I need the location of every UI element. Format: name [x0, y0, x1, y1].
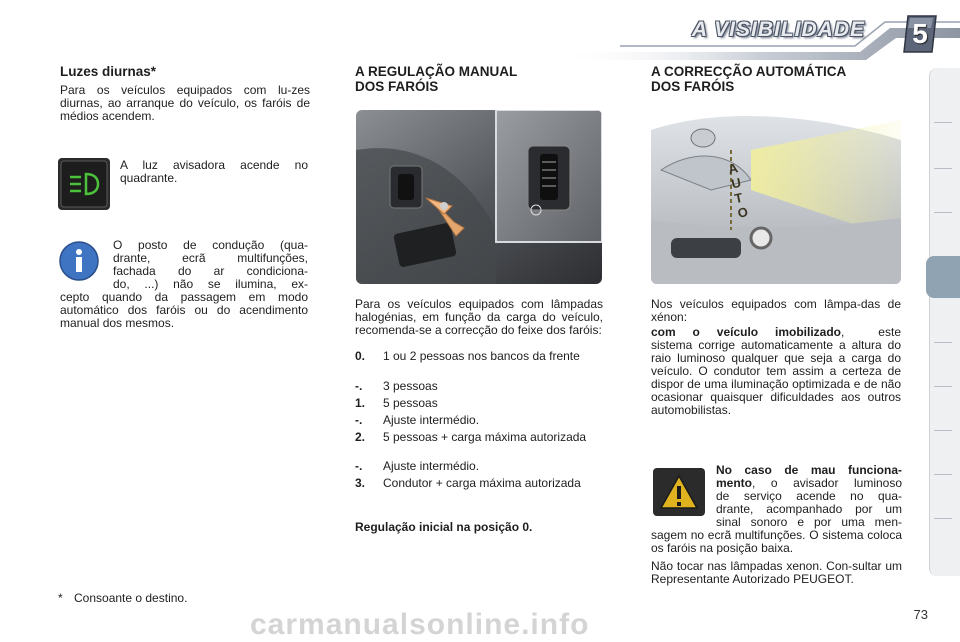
daytime-lights-intro: Para os veículos equipados com lu-zes diurnas, ao arranque do veículo, os faróis de médios acendem. [60, 83, 310, 123]
load-item [355, 380, 605, 394]
headlamp-warning-light-icon [58, 158, 110, 210]
malfunction-line: sinal sonoro e por uma men- [716, 515, 902, 529]
load-item-text: 5 pessoas + carga máxima autorizada [383, 430, 587, 444]
manual-adjust-title-line: A REGULAÇÃO MANUAL [355, 64, 518, 79]
tab-divider [934, 386, 952, 387]
auto-correction-title-line: DOS FARÓIS [651, 79, 735, 94]
load-item [355, 414, 605, 428]
warning-light-note: A luz avisadora acende no quadrante. [120, 158, 308, 185]
headlamp-adjuster-photo [356, 110, 602, 284]
info-line: do, ...) não se ilumina, ex- [113, 277, 308, 291]
info-line: O posto de condução (qua- [113, 238, 308, 252]
load-item [355, 460, 605, 474]
chapter-badge [902, 14, 938, 54]
info-text-continued: cepto quando da passagem em modo automático dos faróis ou do acendimento manual dos mesmos. [60, 290, 308, 330]
load-item-number: -. [355, 413, 363, 427]
auto-correction-text: , este sistema corrige automaticamente a altura do raio luminoso qualquer que seja a carga do veículo. O condutor tem assim a certeza de dispor de uma iluminação optimizada e de não ocasionar quaisquer dificuldades aos outros automobilistas. [651, 325, 901, 417]
load-item-text: Ajuste intermédio. [383, 459, 480, 473]
load-item [355, 397, 605, 411]
tab-divider [934, 168, 952, 169]
load-item-number: 0. [355, 349, 366, 363]
auto-label: AUTO [726, 160, 750, 221]
load-item-number: 3. [355, 476, 366, 490]
load-item-number: 2. [355, 430, 366, 444]
malfunction-bold-word: mento [716, 476, 752, 490]
info-line: drante, ecrã multifunções, [113, 251, 308, 265]
load-item-text: 3 pessoas [383, 379, 438, 393]
load-item-number: -. [355, 379, 363, 393]
footnote: Consoante o destino. [74, 591, 188, 605]
page-number: 73 [913, 607, 928, 622]
tab-divider [934, 122, 952, 123]
load-item [355, 477, 605, 505]
load-item [355, 350, 605, 378]
footnote-mark: * [58, 591, 63, 605]
active-chapter-tab[interactable] [926, 256, 960, 298]
manual-adjust-title-line: DOS FARÓIS [355, 79, 439, 94]
auto-correction-body [651, 326, 901, 417]
chapter-title: A VISIBILIDADE [691, 18, 865, 41]
load-item-number: -. [355, 459, 363, 473]
info-line: fachada do ar condiciona- [113, 264, 308, 278]
tab-divider [934, 474, 952, 475]
xenon-caution: Não tocar nas lâmpadas xenon. Con-sultar um Representante Autorizado PEUGEOT. [651, 559, 902, 586]
auto-correction-title-line: A CORRECÇÃO AUTOMÁTICA [651, 64, 847, 79]
tab-divider [934, 212, 952, 213]
load-item-text: 5 pessoas [383, 396, 438, 410]
manual-adjust-intro: Para os veículos equipados com lâmpadas halogénias, em função da carga do veículo, recomenda-se a correcção do feixe dos faróis: [355, 297, 603, 337]
sidebar-tabs [929, 68, 960, 576]
car-front-photo [651, 110, 901, 284]
malfunction-text: , o avisador luminoso [752, 476, 902, 490]
auto-correction-lead: com o veículo imobilizado [651, 325, 841, 339]
chapter-number: 5 [912, 18, 928, 49]
load-item [355, 431, 605, 459]
load-item-text: 1 ou 2 pessoas nos bancos da frente [383, 349, 580, 363]
auto-correction-intro: Nos veículos equipados com lâmpa-das de xénon: [651, 297, 901, 324]
tab-divider [934, 342, 952, 343]
daytime-lights-title: Luzes diurnas* [60, 64, 157, 79]
malfunction-bold-line: No caso de mau funciona- [716, 463, 902, 477]
info-icon [58, 240, 100, 282]
malfunction-line: drante, acompanhado por um [716, 502, 902, 516]
load-item-number: 1. [355, 396, 366, 410]
load-item-text: Ajuste intermédio. [383, 413, 480, 427]
load-item-text: Condutor + carga máxima autorizada [383, 476, 581, 490]
tab-divider [934, 430, 952, 431]
watermark: carmanualsonline.info [250, 608, 590, 641]
initial-setting-note: Regulação inicial na posição 0. [355, 520, 533, 534]
tab-divider [934, 518, 952, 519]
malfunction-line: de serviço acende no qua- [716, 489, 902, 503]
malfunction-text-continued: sagem no ecrã multifunções. O sistema coloca os faróis na posição baixa. [651, 528, 902, 555]
warning-triangle-icon [651, 466, 707, 518]
